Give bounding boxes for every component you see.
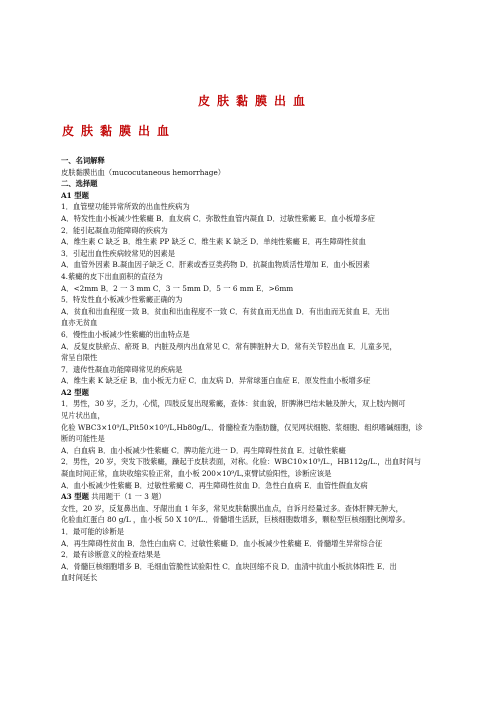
text-line: 化验 WBC3×10⁹/L,Plt50×10⁹/L,Hb80g/L,．骨髓检查为脂肪髓，仅见网状细胞、浆细胞、组织嗜碱细胞，诊 xyxy=(61,422,423,432)
text-line: 2．男性，20 岁，突发下肢紫癜，躁起于皮肤表面，对称。化验：WBC10×10⁹/L.，HB112g/L.，出血时间与 xyxy=(61,457,422,467)
page-header-title: 皮肤黏膜出血 xyxy=(198,94,313,108)
text-line: 5．特发性血小板减少性紫癜正确的为 xyxy=(61,295,183,305)
text-line: 一、名词解释 xyxy=(61,156,105,165)
text-line: A．反复皮肤瘀点、瘀斑 B．内脏及颅内出血常见 C．常有脾脏肿大 D．常有关节腔出血 E．儿童多见， xyxy=(61,341,397,351)
text-line: 2．最有诊断意义的检查结果是 xyxy=(61,550,161,560)
section-label: A3 型题 xyxy=(61,492,89,502)
text-line: A．<2mm B．2 一 3 mm C．3 一 5mm D．5 一 6 mm E．>6mm xyxy=(61,283,294,293)
text-line: 二、选择题 xyxy=(61,179,98,189)
document-body xyxy=(61,155,463,584)
text-line: 常呈自限性 xyxy=(61,353,98,363)
text-line: A．血小板减少性紫癜 B．过敏性紫癜 C．再生障碍性贫血 D．急性白血病 E．血管性假血友病 xyxy=(61,480,368,490)
text-line: A．血管外因素 B.凝血因子缺乏 C．肝素或香豆类药物 D．抗凝血物质活性增加 E．血小板因素 xyxy=(61,260,370,270)
text-line: A．骨髓巨核细胞增多 B．毛细血管脆性试验阳性 C．血块回缩不良 D．血清中抗血小板抗体阳性 E．出 xyxy=(61,561,397,571)
text-line: 皮肤黏膜出血（mucocutaneous hemorrhage） xyxy=(61,167,226,177)
text-line: 凝血时间正常，血块收缩实验正常，血小板 200×10⁹/L,束臂试验阳性，诊断应该是 xyxy=(61,469,332,479)
text-line: 1．最可能的诊断是 xyxy=(61,527,125,536)
text-line: A1 型题 xyxy=(61,190,89,200)
text-line: A．贫血和出血程度一致 B．贫血和出血程度不一致 C．有贫血而无出血 D．有出血而无贫血 E．无出 xyxy=(61,306,390,316)
text-line: 7．遗传性凝血功能障碍常见的疾病是 xyxy=(61,364,183,374)
text-line: 见片状出血， xyxy=(61,411,105,421)
text-line: 3．引起出血性疾病较常见的因素是 xyxy=(61,248,176,258)
text-line: A．维生素 C 缺乏 B．维生素 PP 缺乏 C．维生素 K 缺乏 D．单纯性紫癜 E．再生障碍性贫血 xyxy=(61,237,366,247)
text-line: 断的可能性是 xyxy=(61,434,105,444)
text-line: 6．慢性血小板减少性紫癜的出血特点是 xyxy=(61,329,190,339)
text-line: 女性，20 岁，反复鼻出血、牙龈出血 1 年多，常见皮肤黏膜出血点，自诉月经量过多。查体肝脾无肿大， xyxy=(61,503,403,513)
text-line: A2 型题 xyxy=(61,387,89,397)
text-line: 血亦无贫血 xyxy=(61,318,98,328)
text-line: A3 型题 共用题干（1 一 3 题） xyxy=(61,492,166,502)
text-line: 1．男性，30 岁，乏力，心慌，四肢反复出现紫癜，查体：贫血貌，肝脾淋巴结未触及肿大，双上肢内侧可 xyxy=(61,399,406,409)
text-line: 1．血管壁功能异常所致的出血性疾病为 xyxy=(61,202,190,212)
text-line: 血时间延长 xyxy=(61,573,98,583)
text-line: A．特发性血小板减少性紫癜 B．血友病 C．弥散性血管内凝血 D．过敏性紫癜 E．血小板增多症 xyxy=(61,213,375,223)
text-line: A．维生素 K 缺乏症 B．血小板无力症 C．血友病 D．异常球蛋白血症 E．原发性血小板增多症 xyxy=(61,376,371,386)
text-line: A．白血病 B．血小板减少性紫癜 C．脾功能亢进一 D．再生障碍性贫血 E．过敏性紫癜 xyxy=(61,445,346,455)
text-line: 2．能引起凝血功能障碍的疾病为 xyxy=(61,225,168,235)
text-line: 4.紫癜的皮下出血面积的直径为 xyxy=(61,271,163,281)
text-line: 化验血红蛋白 80 g/L ，血小板 50 X 10⁹/L.．骨髓增生活跃，巨核细胞数增多，颗粒型巨核细胞比例增多。 xyxy=(61,515,410,525)
text-line: A．再生障碍性贫血 B．急性白血病 C．过敏性紫癜 D．血小板减少性紫癜 E．骨髓增生异常综合征 xyxy=(61,538,383,548)
document-title: 皮肤黏膜出血 xyxy=(62,124,177,138)
